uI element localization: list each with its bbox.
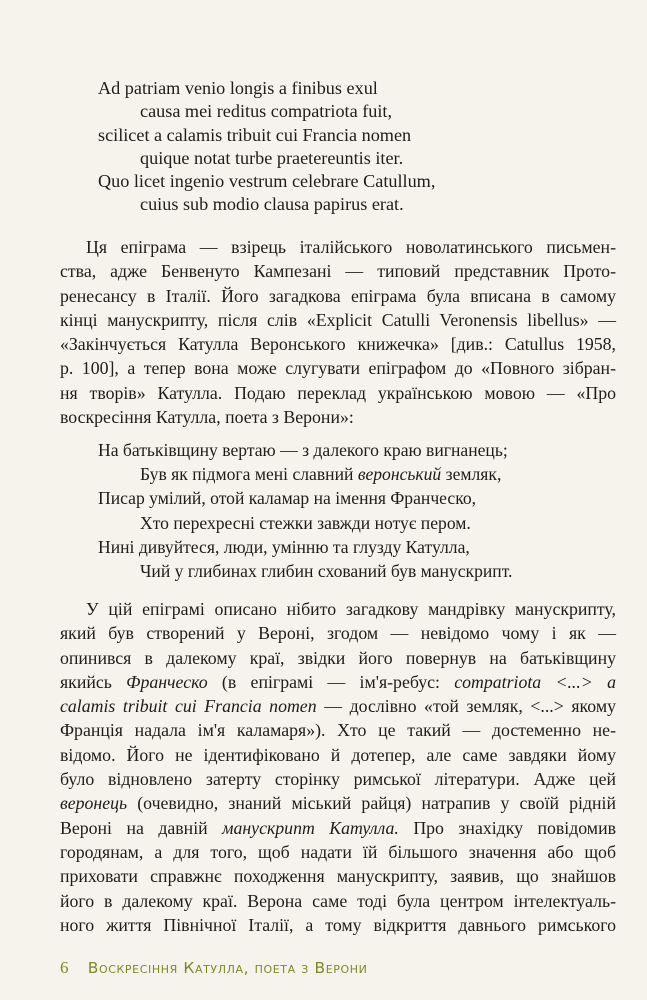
italic-run: calamis tribuit cui Francia nomen: [60, 696, 317, 717]
text-line: опинився в далекому краї, звідки його повернув на батьківщину: [60, 647, 616, 668]
text-line: «Закінчується Катулла Веронського книжечка» [див.: Catullus 1958,: [60, 334, 616, 355]
verse-line: Писар умілий, отой каламар на імення Франческо,: [98, 488, 477, 509]
italic-run: Франческо: [126, 671, 208, 692]
text-line: приховати справжнє походження манускрипту, заявив, що знайшов: [60, 866, 616, 887]
text-line: його в далекому краї. Верона саме тоді була центром інтелектуаль-: [60, 890, 616, 911]
page-footer: [60, 958, 367, 978]
text-line: Ця епіграма — взірець італійського новолатинського письмен-: [86, 237, 616, 257]
text-run: Про знахідку повідомив: [398, 817, 616, 838]
text-run: Був як підмога мені славний: [140, 464, 358, 485]
text-line: ренесансу в Італії. Його загадкова епіграма була вписана в самому: [60, 285, 616, 306]
page-number: 6: [60, 958, 69, 977]
italic-run: веронський: [357, 464, 442, 485]
verse-line: Quo licet ingenio vestrum celebrare Catullum,: [98, 171, 436, 192]
text-run: — дослівно «той земляк, <...> якому: [316, 696, 616, 717]
text-line: Франція надала ім'я каламаря»). Хто це такий — достеменно не-: [60, 720, 616, 741]
verse-line: Хто перехресні стежки завжди нотує пером.: [140, 512, 471, 533]
text-line: [60, 791, 616, 815]
text-line: кінці манускрипту, після слів «Explicit Catulli Veronensis libellus» —: [60, 309, 616, 330]
verse-line: [98, 462, 512, 486]
running-title: Воскресіння Катулла, поета з Верони: [87, 959, 368, 977]
verse-line: quique notat turbe praetereuntis iter.: [140, 147, 404, 168]
ukrainian-translation: [98, 438, 512, 583]
text-line: городянам, а для того, щоб надати їй більшого значення або щоб: [60, 841, 616, 862]
text-line: було відновлено затерту сторінку римської літератури. Адже цей: [60, 769, 616, 790]
verse-line: На батьківщину вертаю — з далекого краю вигнанець;: [98, 440, 508, 460]
text-line: [60, 816, 616, 840]
text-run: земляк,: [441, 464, 502, 485]
verse-line: scilicet a calamis tribuit cui Francia nomen: [98, 124, 412, 145]
text-run: (очевидно, знаний міський райця) натрапив у своїй рідній: [127, 793, 616, 814]
text-line: [60, 670, 616, 694]
text-run: якийсь: [60, 671, 127, 692]
text-line: воскресіння Катулла, поета з Верони»:: [60, 407, 354, 428]
verse-line: causa mei reditus compatriota fuit,: [140, 101, 393, 122]
text-line: [60, 694, 616, 718]
latin-epigram: [98, 77, 435, 217]
verse-line: Чий у глибинах глибин схований був манускрипт.: [140, 561, 513, 582]
text-line: ня творів» Катулла. Подаю переклад українською мовою — «Про: [60, 382, 616, 403]
italic-run: манускрипт Катулла.: [222, 817, 399, 838]
paragraph-intro: [60, 235, 616, 429]
verse-line: Ad patriam venio longis a finibus exul: [98, 78, 378, 98]
text-line: відомо. Його не ідентифіковано й дотепер, але саме завдяки йому: [60, 744, 616, 765]
text-line: р. 100], а тепер вона може слугувати епіграфом до «Повного зібран-: [60, 358, 616, 379]
text-line: ства, адже Бенвенуто Кампезані — типовий представник Прото-: [60, 261, 616, 282]
text-run: Вероні на давній: [60, 817, 223, 838]
verse-line: cuius sub modio clausa papirus erat.: [140, 194, 404, 215]
verse-line: Нині дивуйтеся, люди, умінню та глузду Катулла,: [98, 536, 470, 557]
text-run: (в епіграмі — ім'я-ребус:: [207, 671, 455, 692]
paragraph-analysis: [60, 597, 616, 937]
text-line: ного життя Північної Італії, а тому відкриття давнього римського: [60, 914, 616, 935]
text-line: У цій епіграмі описано нібито загадкову мандрівку манускрипту,: [86, 599, 616, 619]
italic-run: compatriota <...> a: [454, 671, 616, 692]
italic-run: веронець: [60, 793, 128, 814]
text-line: який був створений у Вероні, згодом — невідомо чому і як —: [60, 623, 616, 644]
